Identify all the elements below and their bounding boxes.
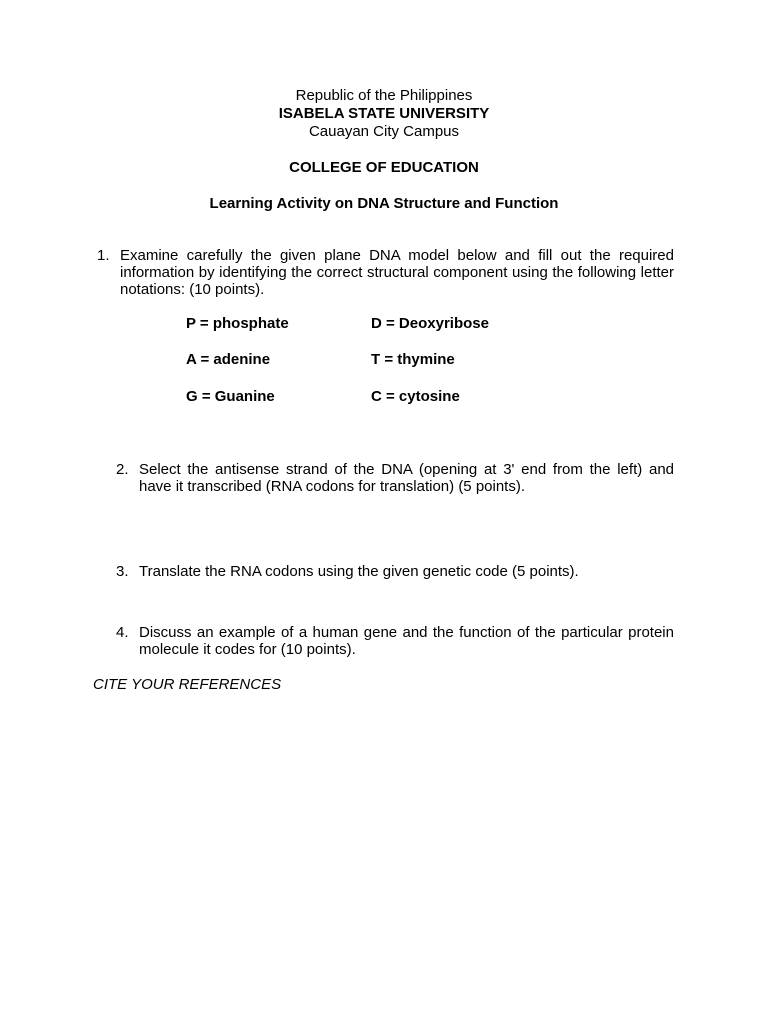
item-4-number: 4. xyxy=(116,624,129,641)
campus-name: Cauayan City Campus xyxy=(308,123,460,140)
notation-phosphate: P = phosphate xyxy=(186,315,289,332)
item-2-number: 2. xyxy=(116,461,129,478)
item-2-text: Select the antisense strand of the DNA (opening at 3' end from the left) and have it transcribed (RNA codons for translation) (5 points). xyxy=(139,461,674,495)
notation-guanine: G = Guanine xyxy=(186,388,275,405)
republic-line: Republic of the Philippines xyxy=(295,87,473,104)
item-1-number: 1. xyxy=(97,247,110,264)
item-3-text: Translate the RNA codons using the given genetic code (5 points). xyxy=(139,563,579,580)
college-name: COLLEGE OF EDUCATION xyxy=(289,159,479,176)
item-3-number: 3. xyxy=(116,563,129,580)
university-name: ISABELA STATE UNIVERSITY xyxy=(278,105,490,122)
notation-adenine: A = adenine xyxy=(186,351,271,368)
notation-cytosine: C = cytosine xyxy=(371,388,460,405)
notation-deoxyribose: D = Deoxyribose xyxy=(371,315,489,332)
activity-title: Learning Activity on DNA Structure and Function xyxy=(209,195,559,212)
item-4-text: Discuss an example of a human gene and the function of the particular protein molecule it codes for (10 points). xyxy=(139,624,674,658)
notation-thymine: T = thymine xyxy=(371,351,455,368)
item-1-text: Examine carefully the given plane DNA model below and fill out the required information by identifying the correct structural component using the following letter notations: (10 points). xyxy=(120,247,674,298)
cite-references: CITE YOUR REFERENCES xyxy=(93,676,282,693)
